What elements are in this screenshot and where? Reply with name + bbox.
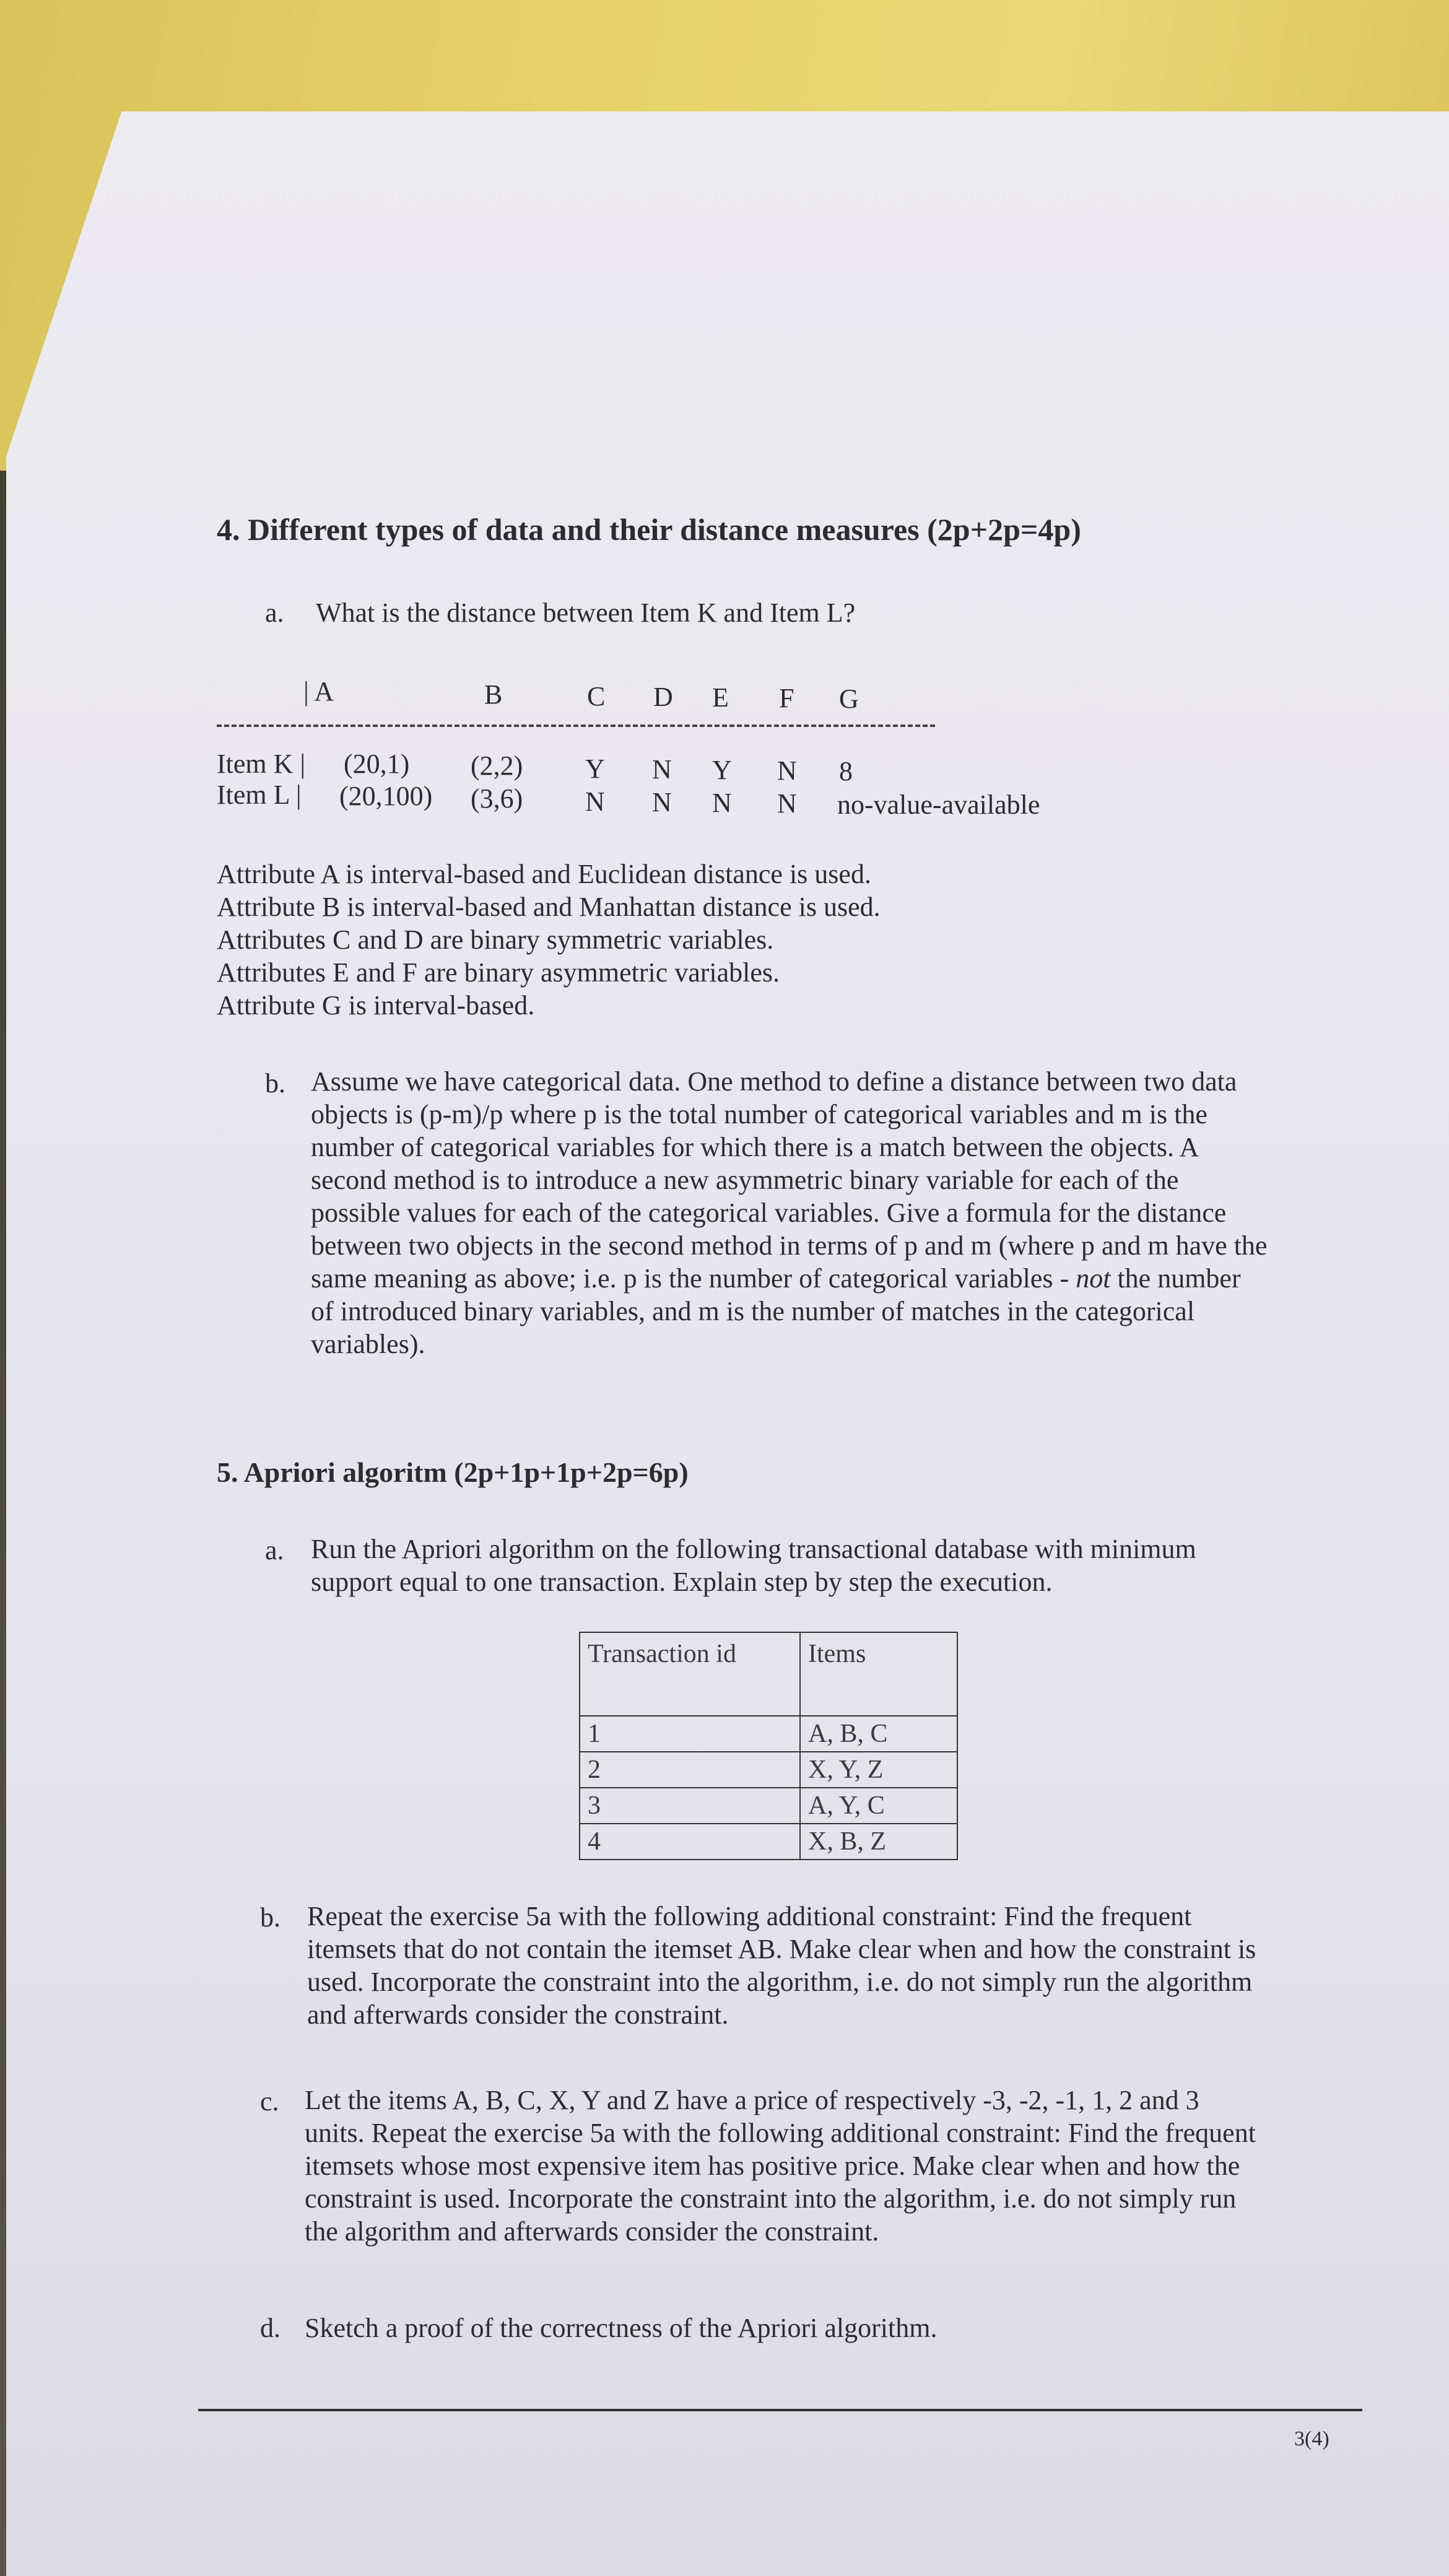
q4b-line: possible values for each of the categorical variables. Give a formula for the distance [311,1198,1227,1228]
table-row [580,1716,957,1752]
question-4-heading: 4. Different types of data and their distance measures (2p+2p=4p) [217,512,1081,547]
footer-rule [198,2409,1362,2411]
item-k-f: N [777,755,797,786]
col-header-a: | A [303,676,334,707]
items-cell: A, Y, C [800,1788,957,1824]
item-l-label: Item L | [217,780,302,810]
q5b-text [307,1900,1256,2031]
page-number: 3(4) [1294,2427,1329,2450]
q4b-label: b. [265,1068,285,1099]
q5d-label: d. [260,2313,281,2343]
q5d-text: Sketch a proof of the correctness of the Apriori algorithm. [305,2313,938,2343]
item-k-e: Y [712,755,732,785]
item-l-f: N [777,788,797,819]
item-k-a: (20,1) [344,749,410,779]
q4b-line: variables). [311,1329,425,1359]
item-k-label: Item K | [217,749,306,779]
item-l-e: N [712,788,732,818]
transaction-id-cell: 2 [580,1752,800,1788]
q4b-text [311,1065,1267,1360]
q5c-line: Let the items A, B, C, X, Y and Z have a price of respectively -3, -2, -1, 1, 2 and 3 [305,2085,1199,2115]
q5b-line: Repeat the exercise 5a with the following additional constraint: Find the frequent [307,1901,1192,1931]
item-k-c: Y [585,754,605,784]
col-header-b: B [484,679,503,710]
table-header-divider [217,724,935,727]
q5a-text [311,1533,1196,1598]
table-row [580,1824,957,1860]
col-header-d: D [653,682,673,712]
q4b-line-part: the number [1110,1263,1241,1294]
q4b-line: of introduced binary variables, and m is the number of matches in the categorical [311,1296,1195,1326]
attribute-line: Attribute G is interval-based. [217,990,535,1020]
items-cell: X, Y, Z [800,1752,957,1788]
item-l-b: (3,6) [471,783,523,814]
item-k-g: 8 [839,756,853,786]
item-l-g: no-value-available [837,790,1040,820]
q5b-line: and afterwards consider the constraint. [307,1999,729,2030]
q5c-line: units. Repeat the exercise 5a with the following additional constraint: Find the frequent [305,2118,1256,2148]
attribute-line: Attributes E and F are binary asymmetric variables. [217,957,780,988]
item-k-b: (2,2) [471,751,523,781]
q5a-line: support equal to one transaction. Explain step by step the execution. [311,1567,1053,1597]
q4b-line: between two objects in the second method in terms of p and m (where p and m have the [311,1230,1268,1261]
attribute-line: Attribute B is interval-based and Manhattan distance is used. [217,892,881,922]
q4b-line: objects is (p-m)/p where p is the total number of categorical variables and m is the [311,1099,1208,1129]
table-header-row [580,1632,957,1716]
q4b-line-part: same meaning as above; i.e. p is the number of categorical variables - [311,1263,1076,1294]
q5c-line: the algorithm and afterwards consider the constraint. [305,2216,879,2247]
col-header-e: E [712,682,729,713]
col-header-f: F [779,683,794,713]
q4b-line: number of categorical variables for which there is a match between the objects. A [311,1132,1199,1162]
q5c-text [305,2084,1256,2248]
col-header-c: C [587,681,606,711]
q5b-line: itemsets that do not contain the itemset AB. Make clear when and how the constraint is [307,1934,1256,1964]
q5c-label: c. [260,2086,279,2117]
header-items: Items [800,1632,957,1716]
q4a-label: a. [265,598,284,628]
q5a-label: a. [265,1535,284,1565]
q5c-line: itemsets whose most expensive item has positive price. Make clear when and how the [305,2151,1240,2181]
q5b-label: b. [260,1902,281,1933]
transaction-id-cell: 3 [580,1788,800,1824]
q5c-line: constraint is used. Incorporate the constraint into the algorithm, i.e. do not simply run [305,2183,1237,2214]
question-5-heading: 5. Apriori algoritm (2p+1p+1p+2p=6p) [217,1456,689,1488]
items-cell: X, B, Z [800,1824,957,1860]
q5b-line: used. Incorporate the constraint into the algorithm, i.e. do not simply run the algorithm [307,1967,1253,1997]
transaction-id-cell: 4 [580,1824,800,1860]
item-l-d: N [652,787,672,817]
q4b-line [311,1262,1267,1295]
q4a-question: What is the distance between Item K and Item L? [316,598,856,628]
table-row [580,1752,957,1788]
attribute-line: Attributes C and D are binary symmetric variables. [217,925,774,955]
attribute-line: Attribute A is interval-based and Euclidean distance is used. [217,859,871,889]
table-row [580,1788,957,1824]
q5a-line: Run the Apriori algorithm on the following transactional database with minimum [311,1534,1196,1564]
transaction-table [579,1632,958,1860]
q4b-line: second method is to introduce a new asymmetric binary variable for each of the [311,1165,1179,1195]
header-transaction-id: Transaction id [580,1632,800,1716]
col-header-g: G [839,684,859,714]
items-cell: A, B, C [800,1716,957,1752]
q4b-line: Assume we have categorical data. One method to define a distance between two data [311,1066,1237,1097]
attribute-descriptions [217,858,881,1022]
item-l-c: N [585,786,605,817]
transaction-id-cell: 1 [580,1716,800,1752]
q4b-emphasis: not [1076,1263,1111,1294]
item-k-d: N [652,754,672,785]
item-l-a: (20,100) [339,781,433,811]
